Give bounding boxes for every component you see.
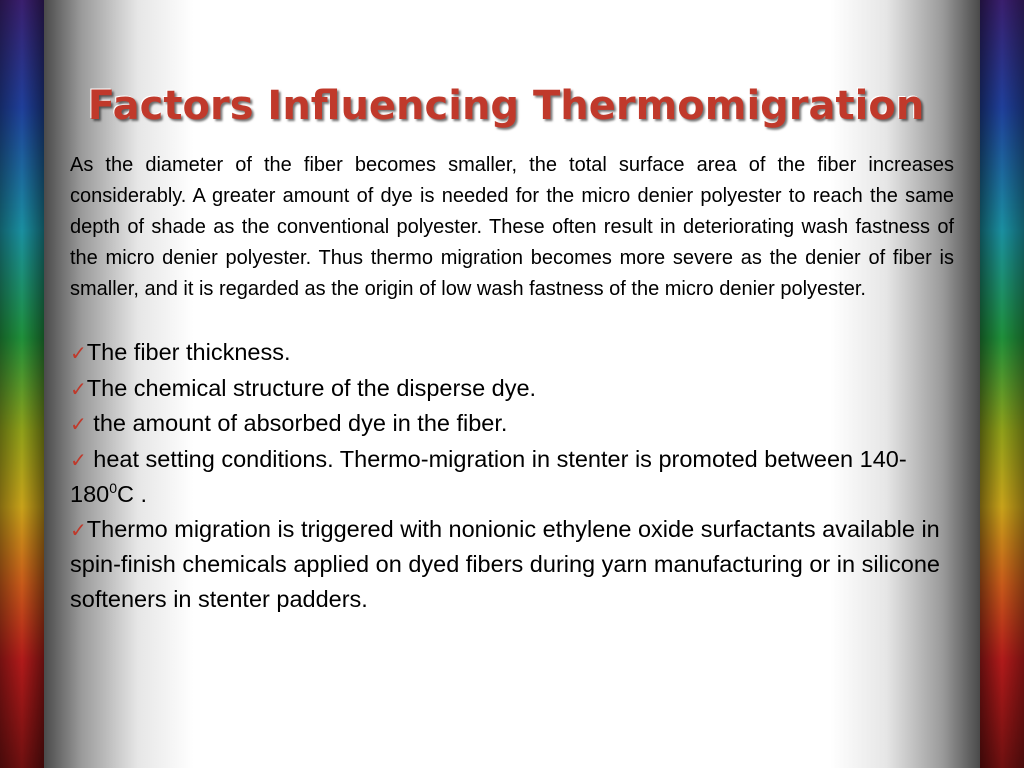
intro-paragraph: As the diameter of the fiber becomes smaller, the total surface area of the fiber increases considerably. A greater amount of dye is needed for the micro denier polyester to reach the same depth of shade as the conventional polyester. These often result in deteriorating wash fastness of the micro denier polyester. Thus thermo migration becomes more severe as the denier of fiber is smaller, and it is regarded as the origin of low wash fastness of the micro denier polyester. [70, 154, 954, 300]
check-icon: ✓ [70, 412, 87, 436]
list-item-text: The chemical structure of the disperse dye. [86, 374, 537, 401]
slide-title: Factors Influencing Thermomigration [87, 83, 925, 129]
check-icon: ✓ [70, 376, 87, 401]
check-icon: ✓ [70, 341, 87, 365]
list-item-text: heat setting conditions. Thermo-migration in stenter is promoted between 140- 180 [70, 445, 907, 507]
list-item [70, 335, 954, 371]
list-item-text: The fiber thickness. [86, 339, 291, 365]
list-item-text: Thermo migration is triggered with nonionic ethylene oxide surfactants available in spin-finish chemicals applied on dyed fibers during yarn manufacturing or in silicone softeners in stenter padders. [70, 515, 940, 612]
list-item-suffix: C . [117, 481, 148, 507]
factor-list [70, 335, 954, 616]
check-icon: ✓ [70, 447, 87, 472]
check-icon: ✓ [70, 517, 87, 542]
list-item [70, 442, 954, 512]
list-item [70, 512, 954, 617]
list-item [70, 406, 954, 442]
degree-superscript: 0 [109, 480, 118, 497]
list-item-text: the amount of absorbed dye in the fiber. [86, 410, 508, 436]
list-item [70, 371, 954, 407]
slide-content [70, 150, 954, 616]
